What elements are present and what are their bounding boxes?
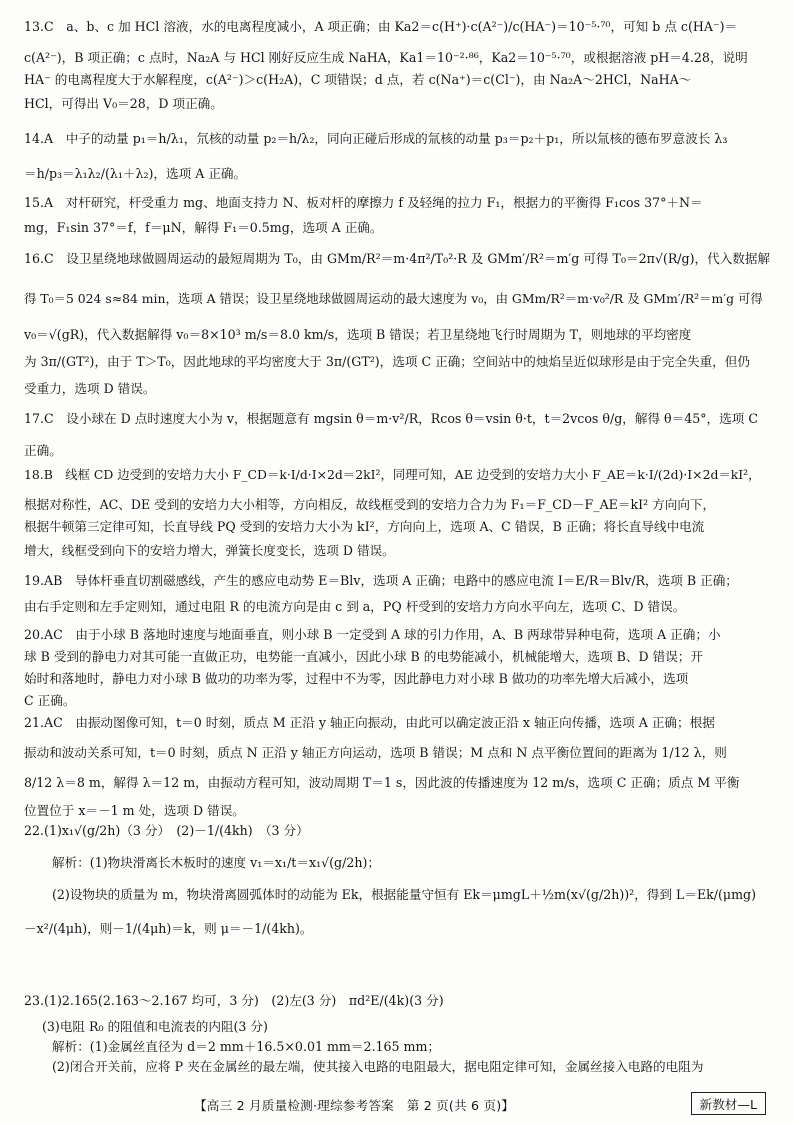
answer-line: －x²/(4μh)，则－1/(4μh)＝k，则 μ＝－1/(4kh)。 <box>24 921 313 936</box>
answer-line: 23.(1)2.165(2.163～2.167 均可，3 分) (2)左(3 分) πd²E/(4k)(3 分) <box>24 993 444 1008</box>
answer-line: c(A²⁻)，B 项正确；c 点时，Na₂A 与 HCl 刚好反应生成 NaHA，Ka1＝10⁻²·⁸⁶，Ka2＝10⁻⁵·⁷⁰，或根据溶液 pH＝4.28，说明 <box>24 50 748 65</box>
answer-line: 22.(1)x₁√(g/2h)（3 分） (2)－1/(4kh) （3 分） <box>24 823 309 838</box>
answer-line: ＝h/p₃＝λ₁λ₂/(λ₁＋λ₂)，选项 A 正确。 <box>24 166 247 181</box>
answer-line: C 正确。 <box>24 693 76 708</box>
answer-line: 为 3π/(GT²)，由于 T＞T₀，因此地球的平均密度大于 3π/(GT²)，选项 C 正确；空间站中的烛焰呈近似球形是由于完全失重，但仍 <box>24 354 750 369</box>
answer-line: 20.AC 由于小球 B 落地时速度与地面垂直，则小球 B 一定受到 A 球的引力作用，A、B 两球带异种电荷，选项 A 正确；小 <box>24 627 721 642</box>
answer-line: 19.AB 导体杆垂直切割磁感线，产生的感应电动势 E＝Blv，选项 A 正确；电路中的感应电流 I＝E/R＝Blv/R，选项 B 正确； <box>24 573 738 588</box>
answer-line: 始时和落地时，静电力对小球 B 做功的功率为零，过程中不为零，因此静电力对小球 B 做功的功率先增大后减小，选项 <box>24 671 689 686</box>
answer-line: 17.C 设小球在 D 点时速度大小为 v，根据题意有 mgsin θ＝m·v²/R，Rcos θ＝vsin θ·t，t＝2vcos θ/g，解得 θ＝45°，选项 C <box>24 411 758 426</box>
answer-line: 位置位于 x＝－1 m 处，选项 D 错误。 <box>24 803 245 818</box>
answer-line: 15.A 对杆研究，杆受重力 mg、地面支持力 N、板对杆的摩擦力 f 及轻绳的拉力 F₁，根据力的平衡得 F₁cos 37°＋N＝ <box>24 195 703 210</box>
answer-line: 21.AC 由振动图像可知，t＝0 时刻，质点 M 正沿 y 轴正向振动，由此可以确定波正沿 x 轴正向传播，选项 A 正确；根据 <box>24 715 715 730</box>
answer-line: 18.B 线框 CD 边受到的安培力大小 F_CD＝k·I/d·I×2d＝2kI²，同理可知，AE 边受到的安培力大小 F_AE＝k·I/(2d)·I×2d＝kI²， <box>24 467 761 482</box>
answer-line: 13.C a、b、c 加 HCl 溶液，水的电离程度减小，A 项正确；由 Ka2＝c(H⁺)·c(A²⁻)/c(HA⁻)＝10⁻⁵·⁷⁰，可知 b 点 c(HA⁻)＝ <box>24 19 738 34</box>
answer-line: 8/12 λ＝8 m，解得 λ＝12 m，由振动方程可知，波动周期 T＝1 s，因此波的传播速度为 12 m/s，选项 C 正确；质点 M 平衡 <box>24 775 740 790</box>
answer-line: 增大，线框受到向下的安培力增大，弹簧长度变长，选项 D 错误。 <box>24 543 395 558</box>
answer-line: 根据牛顿第三定律可知，长直导线 PQ 受到的安培力大小为 kI²，方向向上，选项 A、C 错误，B 正确；将长直导线中电流 <box>24 519 705 534</box>
answer-line: 由右手定则和左手定则知，通过电阻 R 的电流方向是由 c 到 a，PQ 杆受到的安培力方向水平向左，选项 C、D 错误。 <box>24 599 686 614</box>
answer-line: 解析：(1)物块滑离长木板时的速度 v₁＝x₁/t＝x₁√(g/2h)； <box>52 855 380 870</box>
answer-line: 正确。 <box>24 443 62 458</box>
answer-line: (2)闭合开关前，应将 P 夹在金属丝的最左端，使其接入电路的电阻最大，据电阻定律可知，金属丝接入电路的电阻为 <box>52 1059 704 1074</box>
answer-line: 解析：(1)金属丝直径为 d＝2 mm＋16.5×0.01 mm＝2.165 mm； <box>52 1039 440 1054</box>
answer-line: 16.C 设卫星绕地球做圆周运动的最短周期为 T₀，由 GMm/R²＝m·4π²/T₀²·R 及 GMm′/R²＝m′g 可得 T₀＝2π√(R/g)，代入数据解 <box>24 251 771 266</box>
answer-line: 球 B 受到的静电力对其可能一直做正功，电势能一直减小，因此小球 B 的电势能减小，机械能增大，选项 B、D 错误；开 <box>24 649 703 664</box>
answer-line: (2)设物块的质量为 m，物块滑离圆弧体时的动能为 Ek，根据能量守恒有 Ek＝μmgL＋½m(x√(g/2h))²，得到 L＝Ek/(μmg) <box>52 887 757 902</box>
answer-line: (3)电阻 R₀ 的阻值和电流表的内阻(3 分) <box>42 1019 268 1034</box>
answer-line: 得 T₀＝5 024 s≈84 min，选项 A 错误；设卫星绕地球做圆周运动的最大速度为 v₀，由 GMm/R²＝m·v₀²/R 及 GMm′/R²＝m′g 可得 <box>24 291 763 306</box>
answer-line: 振动和波动关系可知，t＝0 时刻，质点 N 正沿 y 轴正方向运动，选项 B 错误；M 点和 N 点平衡位置间的距离为 1/12 λ，则 <box>24 745 727 760</box>
answer-line: mg，F₁sin 37°＝f，f＝μN，解得 F₁＝0.5mg，选项 A 正确。 <box>24 220 383 235</box>
answer-line: 14.A 中子的动量 p₁＝h/λ₁，氘核的动量 p₂＝h/λ₂，同向正碰后形成的氚核的动量 p₃＝p₂＋p₁，所以氚核的德布罗意波长 λ₃ <box>24 131 728 146</box>
page-footer <box>24 1092 772 1114</box>
footer-text: 【高三 2 月质量检测·理综参考答案 第 2 页(共 6 页)】 <box>194 1098 515 1113</box>
answer-line: v₀＝√(gR)，代入数据解得 v₀＝8×10³ m/s＝8.0 km/s，选项 B 错误；若卫星绕地飞行时周期为 T，则地球的平均密度 <box>24 327 692 342</box>
answer-line: HA⁻ 的电离程度大于水解程度，c(A²⁻)＞c(H₂A)，C 项错误；d 点，若 c(Na⁺)＝c(Cl⁻)，由 Na₂A～2HCl，NaHA～ <box>24 72 692 87</box>
answer-line: 根据对称性，AC、DE 受到的安培力大小相等，方向相反，故线框受到的安培力合力为 F₁＝F_CD－F_AE＝kI² 方向向下， <box>24 497 716 512</box>
answer-line: 受重力，选项 D 错误。 <box>24 381 156 396</box>
edition-badge: 新教材—L <box>691 1092 766 1115</box>
answer-line: HCl，可得出 V₀＝28，D 项正确。 <box>24 96 223 111</box>
